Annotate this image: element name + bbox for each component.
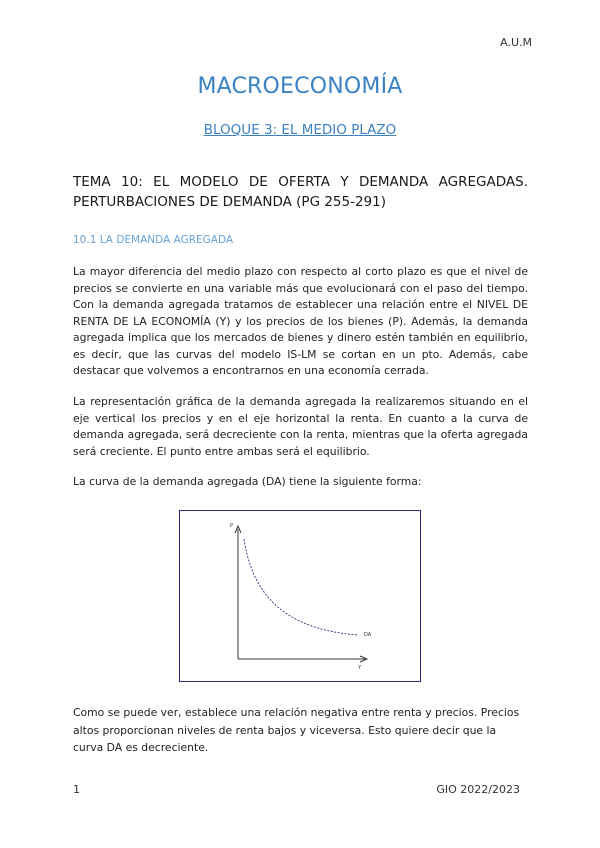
paragraph-3: La curva de la demanda agregada (DA) tiene la siguiente forma:	[73, 475, 422, 488]
topic-heading	[73, 172, 528, 212]
paragraph-4: Como se puede ver, establece una relación negativa entre renta y precios. Precios altos proporcionan niveles de renta bajos y viceversa. Esto quiere decir que la curva DA es decreciente.	[73, 706, 520, 754]
document-title: MACROECONOMÍA	[197, 74, 403, 99]
da-curve	[244, 539, 358, 635]
demand-curve-figure	[179, 510, 421, 682]
block-subtitle: BLOQUE 3: EL MEDIO PLAZO	[203, 122, 397, 138]
topic-title: TEMA 10: EL MODELO DE OFERTA Y DEMANDA AGREGADAS. PERTURBACIONES DE DEMANDA	[73, 174, 528, 210]
section-heading: 10.1 LA DEMANDA AGREGADA	[73, 234, 234, 246]
da-curve-label: DA	[364, 632, 372, 638]
footer-course: GIO 2022/2023	[436, 783, 520, 796]
header-author: A.U.M	[500, 36, 532, 49]
paragraph-2: La representación gráfica de la demanda agregada la realizaremos situando en el eje vertical los precios y en el eje horizontal la renta. En cuanto a la curva de demanda agregada, será decreciente con la renta, mientras que la oferta agregada será creciente. El punto entre ambas será el equilibrio.	[73, 395, 528, 458]
demand-curve-graph	[180, 511, 420, 681]
page-number: 1	[73, 783, 80, 796]
x-axis-label: Y	[358, 665, 362, 671]
topic-pages: (PG 255-291)	[291, 194, 386, 210]
paragraph-1: La mayor diferencia del medio plazo con respecto al corto plazo es que el nivel de precios se convierte en una variable más que evolucionará con el paso del tiempo. Con la demanda agregada tratamos de establecer una relación entre el NIVEL DE RENTA DE LA ECONOMÍA (Y) y los precios de los bienes (P). Además, la demanda agregada implica que los mercados de bienes y dinero estén también en equilibrio, es decir, que las curvas del modelo IS-LM se cortan en un pto. Además, cabe destacar que volvemos a encontrarnos en una economía cerrada.	[73, 265, 528, 377]
y-axis-label: P	[230, 523, 234, 529]
